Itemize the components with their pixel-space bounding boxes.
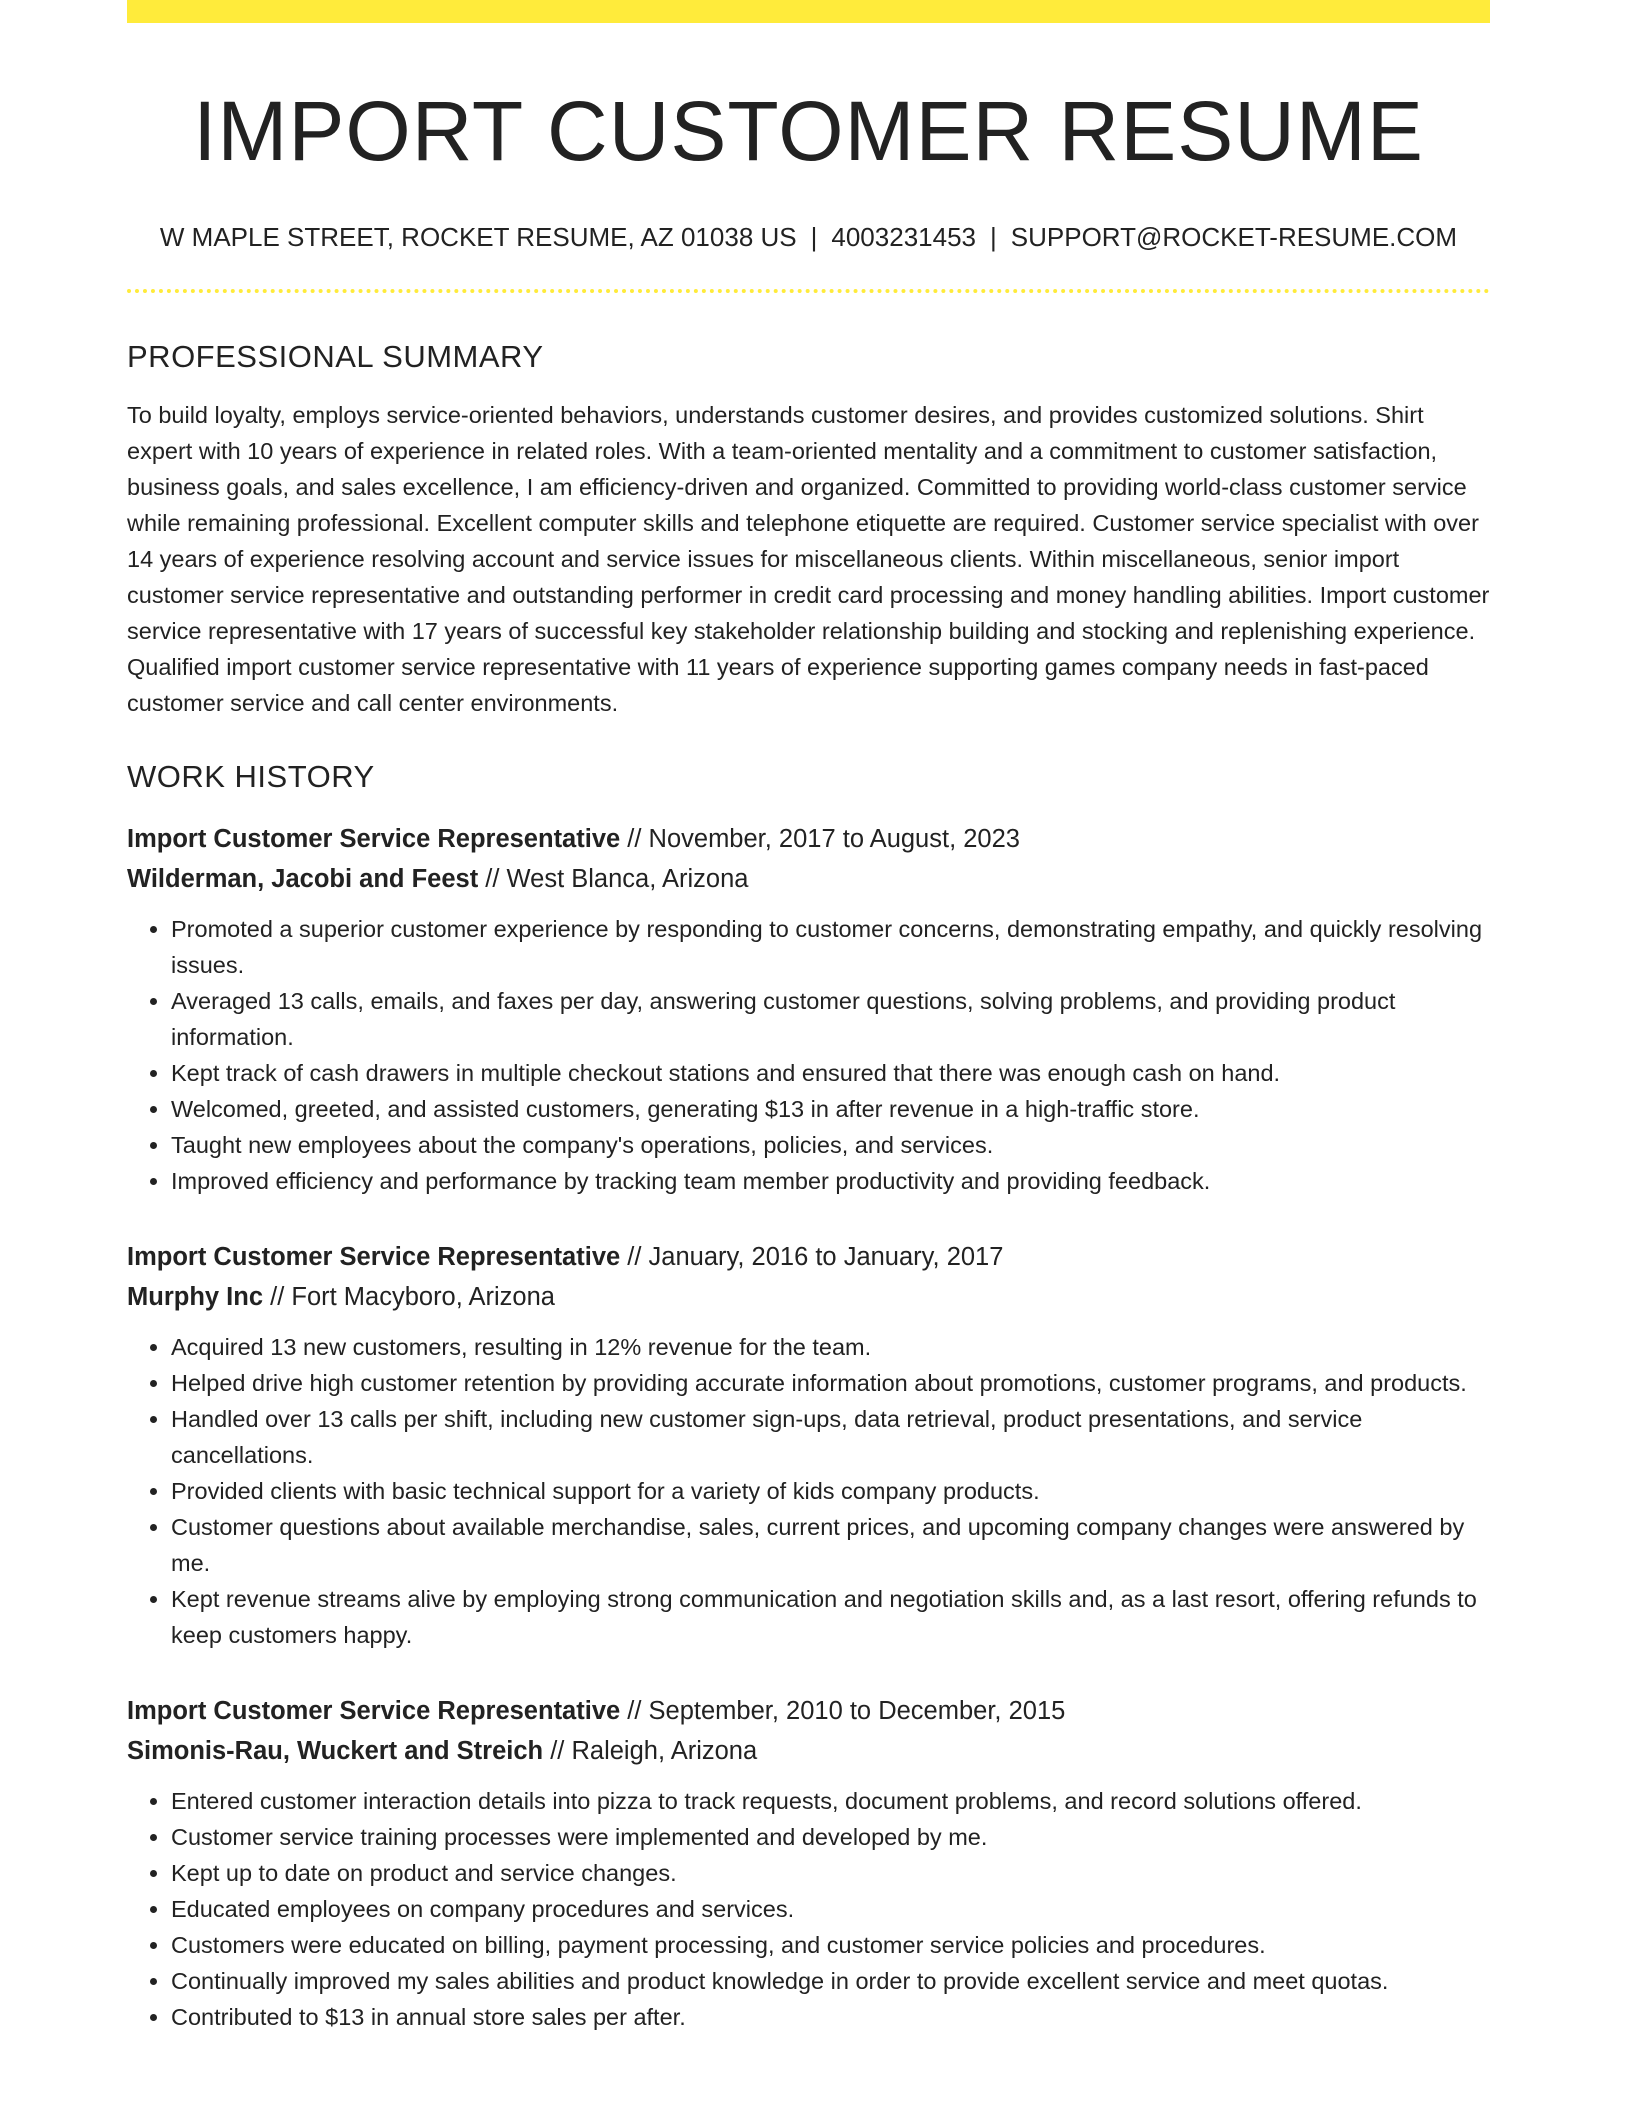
job-company-line — [127, 859, 1490, 899]
job-bullet: • Provided clients with basic technical support for a variety of kids company products. — [171, 1473, 1490, 1509]
job-role: Import Customer Service Representative — [127, 824, 621, 853]
job-location: // Fort Macyboro, Arizona — [270, 1282, 555, 1311]
job-role-line — [127, 819, 1490, 859]
job-role-line — [127, 1237, 1490, 1277]
job-bullet: • Handled over 13 calls per shift, including new customer sign-ups, data retrieval, product presentations, and service cancellations. — [171, 1401, 1490, 1473]
job-location: // Raleigh, Arizona — [550, 1736, 758, 1765]
job-bullet: • Continually improved my sales abilities and product knowledge in order to provide excellent service and meet quotas. — [171, 1963, 1490, 1999]
job-bullet: • Kept revenue streams alive by employing strong communication and negotiation skills and, as a last resort, offering refunds to keep customers happy. — [171, 1581, 1490, 1653]
contact-separator: | — [810, 222, 818, 253]
job-bullet: • Kept up to date on product and service changes. — [171, 1855, 1490, 1891]
contact-phone: 4003231453 — [831, 222, 976, 253]
job-bullets — [127, 911, 1490, 1199]
job-bullet: • Educated employees on company procedures and services. — [171, 1891, 1490, 1927]
job-role: Import Customer Service Representative — [127, 1242, 621, 1271]
contact-address: W MAPLE STREET, ROCKET RESUME, AZ 01038 US — [159, 222, 797, 253]
summary-heading: PROFESSIONAL SUMMARY — [127, 338, 544, 374]
job-company-line — [127, 1731, 1490, 1771]
contact-line — [127, 222, 1490, 253]
job-company-line — [127, 1277, 1490, 1317]
job-bullet: • Contributed to $13 in annual store sales per after. — [171, 1999, 1490, 2035]
job-bullet: • Promoted a superior customer experience by responding to customer concerns, demonstrating empathy, and quickly resolving issues. — [171, 911, 1490, 983]
job-dates: // September, 2010 to December, 2015 — [627, 1696, 1066, 1725]
summary-text: To build loyalty, employs service-oriented behaviors, understands customer desires, and provides customized solutions. Shirt expert with 10 years of experience in related roles. With a team-oriented mentality and a commitment to customer satisfaction, business goals, and sales excellence, I am efficiency-driven and organized. Committed to providing world-class customer service while remaining professional. Excellent computer skills and telephone etiquette are required. Customer service specialist with over 14 years of experience resolving account and service issues for miscellaneous clients. Within miscellaneous, senior import customer service representative and outstanding performer in credit card processing and money handling abilities. Import customer service representative with 17 years of successful key stakeholder relationship building and stocking and replenishing experience. Qualified import customer service representative with 11 years of experience supporting games company needs in fast-paced customer service and call center environments. — [127, 401, 1490, 716]
job-entry — [127, 819, 1490, 1199]
job-company: Murphy Inc — [127, 1282, 264, 1311]
job-bullet: • Kept track of cash drawers in multiple checkout stations and ensured that there was enough cash on hand. — [171, 1055, 1490, 1091]
contact-email: SUPPORT@ROCKET-RESUME.COM — [1010, 222, 1458, 253]
job-bullet: • Customer service training processes were implemented and developed by me. — [171, 1819, 1490, 1855]
job-bullets — [127, 1329, 1490, 1653]
job-role: Import Customer Service Representative — [127, 1696, 621, 1725]
job-bullet: • Acquired 13 new customers, resulting in 12% revenue for the team. — [171, 1329, 1490, 1365]
job-dates: // January, 2016 to January, 2017 — [627, 1242, 1004, 1271]
job-role-line — [127, 1691, 1490, 1731]
job-bullet: • Helped drive high customer retention by providing accurate information about promotions, customer programs, and products. — [171, 1365, 1490, 1401]
job-bullets — [127, 1783, 1490, 2035]
job-entry — [127, 1691, 1490, 2035]
job-bullet: • Improved efficiency and performance by tracking team member productivity and providing feedback. — [171, 1163, 1490, 1199]
dotted-divider — [127, 289, 1490, 293]
job-bullet: • Customer questions about available merchandise, sales, current prices, and upcoming company changes were answered by me. — [171, 1509, 1490, 1581]
contact-separator: | — [990, 222, 997, 253]
job-bullet: • Averaged 13 calls, emails, and faxes per day, answering customer questions, solving problems, and providing product information. — [171, 983, 1490, 1055]
job-location: // West Blanca, Arizona — [485, 864, 749, 893]
job-entry — [127, 1237, 1490, 1653]
resume-title: IMPORT CUSTOMER RESUME — [193, 84, 1424, 178]
resume-page — [127, 0, 1490, 2035]
work-history-list — [127, 819, 1490, 2035]
job-bullet: • Taught new employees about the company's operations, policies, and services. — [171, 1127, 1490, 1163]
job-dates: // November, 2017 to August, 2023 — [627, 824, 1020, 853]
job-company: Wilderman, Jacobi and Feest — [127, 864, 479, 893]
job-bullet: • Entered customer interaction details into pizza to track requests, document problems, and record solutions offered. — [171, 1783, 1490, 1819]
job-company: Simonis-Rau, Wuckert and Streich — [127, 1736, 544, 1765]
accent-bar — [127, 0, 1490, 23]
work-history-heading: WORK HISTORY — [127, 758, 375, 794]
job-bullet: • Customers were educated on billing, payment processing, and customer service policies and procedures. — [171, 1927, 1490, 1963]
job-bullet: • Welcomed, greeted, and assisted customers, generating $13 in after revenue in a high-traffic store. — [171, 1091, 1490, 1127]
